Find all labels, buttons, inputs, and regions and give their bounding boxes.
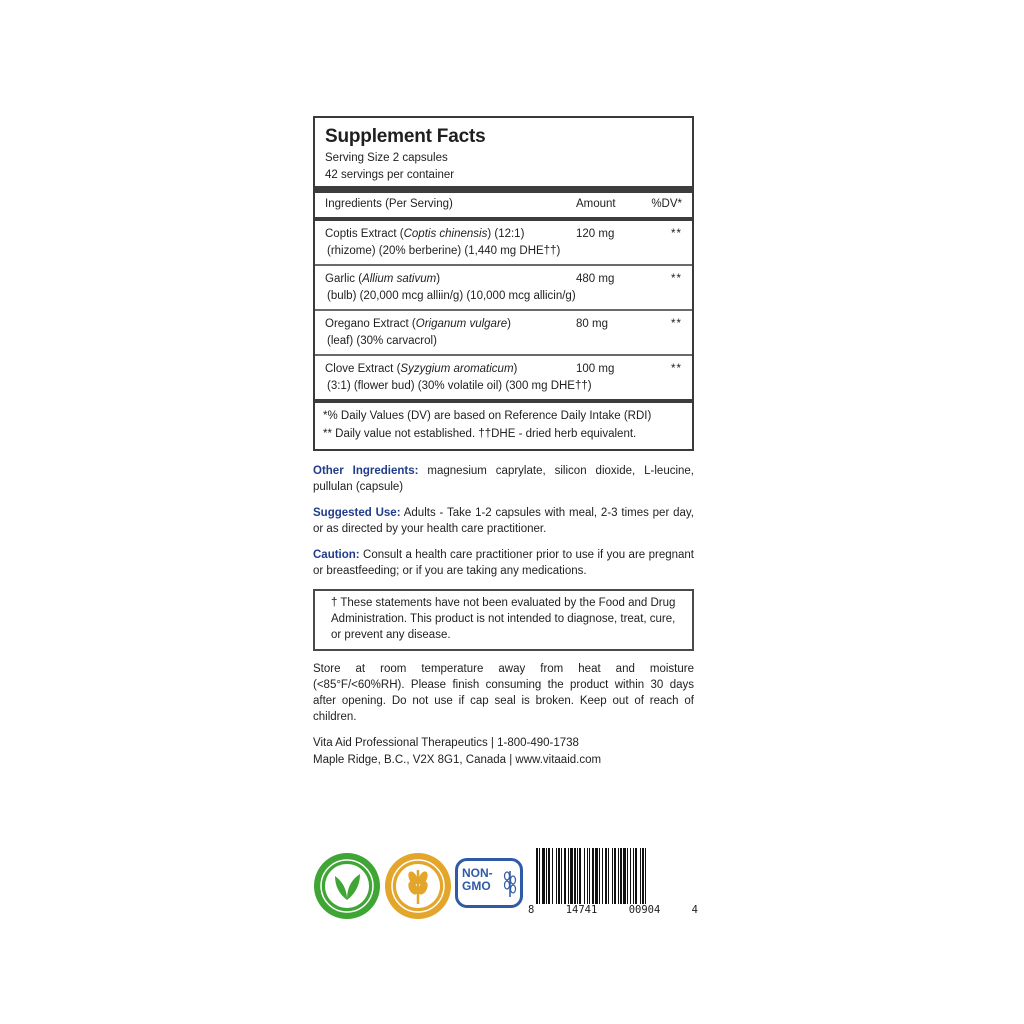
barcode-bar <box>645 848 646 904</box>
barcode-bar <box>630 848 631 904</box>
barcode-bar <box>536 848 538 904</box>
barcode-bar <box>623 848 626 904</box>
ingredient-name: Oregano Extract (Origanum vulgare) <box>325 318 512 330</box>
barcode-bar <box>599 848 600 904</box>
fda-disclaimer <box>313 589 694 651</box>
ingredient-name: Clove Extract (Syzygium aromaticum) <box>325 363 518 375</box>
barcode-digits <box>528 904 698 916</box>
caution-heading: Caution: <box>313 549 360 561</box>
ingredient-detail: (3:1) (flower bud) (30% volatile oil) (300 mg DHE††) <box>327 380 592 392</box>
barcode-bar <box>620 848 622 904</box>
company-line-1: Vita Aid Professional Therapeutics | 1-800-490-1738 <box>313 737 579 749</box>
panel-title: Supplement Facts <box>325 126 486 147</box>
header-dv: %DV* <box>651 198 682 210</box>
barcode-bar <box>608 848 609 904</box>
non-gmo-line-1: NON- <box>462 866 493 880</box>
barcode-bar <box>627 848 628 904</box>
barcode-bar <box>564 848 566 904</box>
ingredient-amount: 120 mg <box>576 228 615 240</box>
header-ingredients: Ingredients (Per Serving) <box>325 198 453 210</box>
footnotes <box>315 403 692 449</box>
caution-text: Consult a health care practitioner prior to use if you are pregnant or breastfeeding; or if you are taking any medications. <box>313 549 694 577</box>
barcode-bar <box>587 848 588 904</box>
ingredient-amount: 80 mg <box>576 318 608 330</box>
barcode-bar <box>602 848 603 904</box>
barcode-bar <box>633 848 634 904</box>
ingredient-detail: (leaf) (30% carvacrol) <box>327 335 437 347</box>
barcode-bar <box>579 848 581 904</box>
ingredient-detail: (rhizome) (20% berberine) (1,440 mg DHE††) <box>327 245 561 257</box>
barcode-bar <box>539 848 540 904</box>
barcode <box>536 848 688 910</box>
thick-divider <box>315 186 692 193</box>
barcode-digit-group: 00904 <box>628 904 661 916</box>
barcode-bar <box>542 848 545 904</box>
barcode-digit-group: 14741 <box>565 904 598 916</box>
ingredient-row <box>315 311 692 356</box>
other-ingredients-text: magnesium caprylate, silicon dioxide, L-leucine, pullulan (capsule) <box>313 465 695 493</box>
non-gmo-line-2: GMO <box>462 879 491 893</box>
barcode-bar <box>558 848 560 904</box>
header-amount: Amount <box>576 198 616 210</box>
serving-size: Serving Size 2 capsules <box>325 152 448 164</box>
gluten-free-badge <box>384 852 452 920</box>
supplement-facts-panel <box>313 116 694 451</box>
barcode-bar <box>552 848 553 904</box>
ingredient-row <box>315 266 692 311</box>
ingredient-dv: ** <box>671 228 682 240</box>
wheat-icon <box>384 852 452 920</box>
barcode-bar <box>635 848 637 904</box>
barcode-bar <box>614 848 616 904</box>
barcode-bar <box>570 848 573 904</box>
barcode-bar <box>618 848 619 904</box>
disclaimer-text: † These statements have not been evaluated by the Food and Drug Administration. This product is not intended to diagnose, treat, cure, or prevent any disease. <box>331 597 676 641</box>
ingredient-dv: ** <box>671 363 682 375</box>
barcode-bar <box>556 848 557 904</box>
company-line-2: Maple Ridge, B.C., V2X 8G1, Canada | www.vitaaid.com <box>313 754 602 766</box>
servings-per-container: 42 servings per container <box>325 169 455 181</box>
ingredient-row <box>315 221 692 266</box>
footnote-dv: *% Daily Values (DV) are based on Reference Daily Intake (RDI) <box>323 410 652 422</box>
ingredient-detail: (bulb) (20,000 mcg alliin/g) (10,000 mcg allicin/g) <box>327 290 576 302</box>
caution <box>313 547 694 579</box>
barcode-digit-group: 4 <box>691 904 698 916</box>
barcode-bar <box>577 848 578 904</box>
other-ingredients-heading: Other Ingredients: <box>313 465 419 477</box>
ingredient-dv: ** <box>671 273 682 285</box>
barcode-bar <box>574 848 576 904</box>
storage-instructions: Store at room temperature away from heat and moisture (<85°F/<60%RH). Please finish consuming the product within 30 days after opening. Do not use if cap seal is broken. Keep out of reach of children. <box>313 663 694 723</box>
barcode-bar <box>561 848 562 904</box>
ingredient-name: Garlic (Allium sativum) <box>325 273 441 285</box>
ingredient-name: Coptis Extract (Coptis chinensis) (12:1) <box>325 228 525 240</box>
barcode-bar <box>612 848 613 904</box>
barcode-bar <box>642 848 644 904</box>
barcode-bar <box>568 848 569 904</box>
vegetarian-badge <box>313 852 381 920</box>
product-label <box>313 116 694 769</box>
barcode-bar <box>584 848 585 904</box>
ingredient-amount: 100 mg <box>576 363 615 375</box>
ingredient-dv: ** <box>671 318 682 330</box>
ingredient-row <box>315 356 692 399</box>
grain-icon <box>502 867 518 899</box>
suggested-use <box>313 505 694 537</box>
barcode-bar <box>595 848 598 904</box>
leaf-icon <box>313 852 381 920</box>
barcode-bar <box>546 848 547 904</box>
barcode-bar <box>640 848 641 904</box>
barcode-digit-group: 8 <box>528 904 535 916</box>
non-gmo-badge <box>455 858 523 908</box>
suggested-use-text: Adults - Take 1-2 capsules with meal, 2-3 times per day, or as directed by your health care practitioner. <box>313 507 694 535</box>
footnote-dhe: ** Daily value not established. ††DHE - dried herb equivalent. <box>323 428 637 440</box>
company-info <box>313 735 694 769</box>
barcode-bar <box>589 848 590 904</box>
barcode-bar <box>592 848 594 904</box>
other-ingredients <box>313 463 694 495</box>
barcode-bar <box>548 848 550 904</box>
table-header <box>315 193 692 217</box>
ingredient-amount: 480 mg <box>576 273 615 285</box>
suggested-use-heading: Suggested Use: <box>313 507 401 519</box>
barcode-bar <box>605 848 607 904</box>
